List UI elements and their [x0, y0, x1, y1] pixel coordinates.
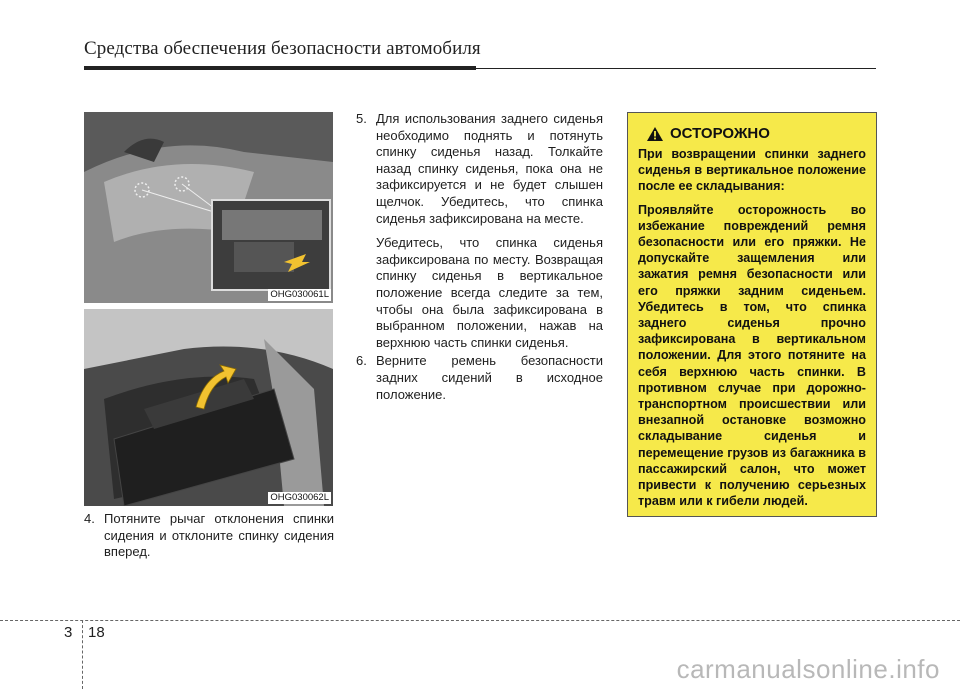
figure-caption-1: OHG030061L [270, 289, 329, 300]
header-rule-thin [476, 68, 876, 69]
step-6-text: Верните ремень безопасности задних сидений в исходное положение. [376, 353, 603, 402]
step-6-number: 6. [356, 353, 367, 369]
figure-folded-seat-photo [84, 309, 333, 506]
step-5-note: Убедитесь, что спинка сиденья зафиксирована по месту. Возвращая спинку сиденья в вертикальное положение всегда следите за тем, чтобы она была зафиксирована в выбранном положении, нажав на верхнюю часть спинки сиденья. [376, 235, 603, 350]
step-4-number: 4. [84, 511, 95, 526]
figure-caption-2: OHG030062L [270, 492, 329, 503]
step-4 [84, 511, 334, 561]
warning-paragraph-2: Проявляйте осторожность во избежание повреждений ремня безопасности или его пряжки. Не допускайте защемления или зажатия ремня безопасности или его пряжки задним сиденьем. Убедитесь в том, что спинка заднего сиденья прочно зафиксирована в вертикальном положении. Для этого потяните на себя верхнюю часть спинки. В противном случае при дорожно-транспортном происшествии или внезапной остановке возможно складывание сиденья и перемещение грузов из багажника в пассажирский салон, что может привести к получению серьезных травм или к гибели людей. [638, 202, 866, 509]
step-5-text: Для использования заднего сиденья необходимо поднять и потянуть спинку сиденья назад. Толкайте назад спинку сиденья, пока она не зафиксируется и не будет слышен щелчок. Убедитесь, что спинка сиденья зафиксирована на месте. [376, 111, 603, 226]
step-5 [356, 111, 603, 227]
warning-triangle-icon [646, 126, 664, 142]
watermark: carmanualsonline.info [676, 654, 940, 684]
footer-rule [0, 620, 960, 621]
page-number: 18 [88, 624, 105, 641]
warning-paragraph-1: При возвращении спинки заднего сиденья в вертикальное положение после ее складывания: [638, 147, 866, 194]
warning-title: ОСТОРОЖНО [670, 125, 770, 142]
step-6 [356, 353, 603, 403]
seat-lever-illustration [84, 112, 333, 303]
warning-header [646, 125, 866, 142]
header-rule-thick [84, 66, 476, 70]
middle-column [356, 111, 603, 403]
chapter-number: 3 [64, 624, 73, 641]
step-5-number: 5. [356, 111, 367, 126]
footer-vertical-rule [82, 620, 83, 689]
step-4-text: Потяните рычаг отклонения спинки сидения и отклоните спинку сидения вперед. [104, 511, 334, 560]
warning-box [627, 112, 877, 517]
page-header-title: Средства обеспечения безопасности автомобиля [84, 38, 481, 59]
folded-seat-illustration [84, 309, 333, 506]
figure-seat-lever-photo [84, 112, 333, 303]
